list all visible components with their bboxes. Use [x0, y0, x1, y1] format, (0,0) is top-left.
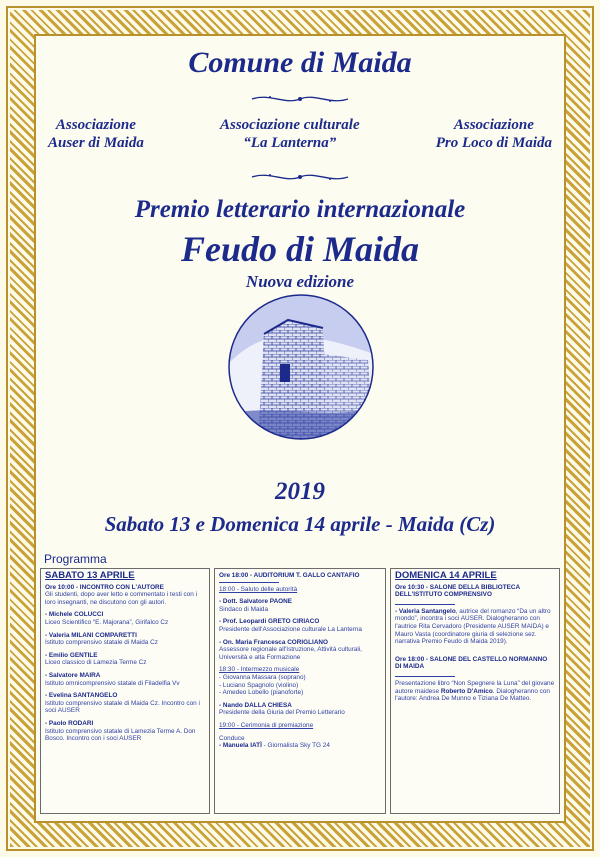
musician-item: - Amedeo Lobello (pianoforte)	[219, 689, 304, 697]
program-label: Programma	[44, 552, 107, 566]
author-item: - Evelina SANTANGELO Istituto comprensivo statale di Maida Cz. Incontro con i soci AUSER	[45, 692, 200, 715]
castle-medallion-icon	[228, 294, 374, 440]
program-column-auditorium	[214, 568, 386, 814]
author-item: - Michele COLUCCI Liceo Scientifico “E. Majorana”, Girifalco Cz	[45, 611, 169, 626]
intermezzo-line: 18:30 - Intermezzo musicale	[219, 666, 300, 674]
conduce-label: Conduce	[219, 734, 245, 742]
saluto-line: 18:00 - Saluto delle autorità	[219, 585, 298, 593]
year: 2019	[275, 478, 325, 505]
saturday-event-title: Ore 10:00 - INCONTRO CON L'AUTORE	[45, 583, 164, 591]
saturday-event-text: Gli studenti, dopo aver letto e commentato i testi con i loro insegnanti, ne discutono con gli autori.	[45, 591, 198, 606]
divider	[219, 582, 279, 583]
speaker-item: - Dott. Salvatore PAONE Sindaco di Maida	[219, 598, 293, 613]
program-column-saturday	[40, 568, 210, 814]
speaker-item: - Nando DALLA CHIESA Presidente della Giuria del Premio Letterario	[219, 701, 345, 717]
flourish-ornament-icon	[250, 170, 350, 184]
sunday-event2-title: Ore 18:00 - SALONE DEL CASTELLO NORMANNO DI MAIDA	[395, 655, 548, 671]
premio-title: Premio letterario internazionale	[134, 196, 466, 223]
saturday-heading: SABATO 13 APRILE	[45, 570, 135, 581]
author-item: - Salvatore MAIRA Istituto omnicomprensivo statale di Filadelfia Vv	[45, 671, 180, 687]
author-item: - Emilio GENTILE Liceo classico di Lamezia Terme Cz	[45, 651, 147, 667]
associations-row	[48, 116, 552, 152]
author-item: - Paolo RODARI Istituto comprensivo statale di Lamezia Terme A. Don Bosco. Incontro con i soci AUSER	[45, 719, 196, 743]
program-column-sunday	[390, 568, 560, 814]
host-item: - Manuela IATÌ - Giornalista Sky TG 24	[219, 742, 330, 750]
speaker-item: - Prof. Leopardi GRETO CIRIACO Presidente dell'Associazione culturale La Lanterna	[219, 618, 362, 633]
divider	[395, 604, 455, 605]
flourish-ornament-icon	[250, 92, 350, 106]
comune-title: Comune di Maida	[188, 46, 412, 79]
auditorium-title: Ore 18:00 - AUDITORIUM T. GALLO CANTAFIO	[219, 572, 360, 579]
edition-subtitle: Nuova edizione	[245, 272, 355, 291]
divider	[395, 676, 455, 677]
musician-item: - Giovanna Massara (soprano)	[219, 673, 306, 681]
musician-item: - Luciano Spagnolo (violino)	[219, 681, 299, 689]
association-proloco: Associazione Pro Loco di Maida	[435, 117, 552, 151]
association-lanterna: Associazione culturale “La Lanterna”	[220, 117, 360, 151]
sunday-event1-text: - Valeria Santangelo, autrice del romanzo “Da un altro mondo”, incontra i soci AUSER. Dialogheranno con l'autrice Rita Cervadoro (Presidente AUSER MAIDA) e Mauro Vasta (coordinatore giuria di selezione sez. narrativa Premio Feudo di Maida 2019).	[395, 607, 551, 646]
author-item: - Valeria MILANI COMPARETTI Istituto comprensivo statale di Maida Cz	[45, 631, 158, 647]
event-dates: Sabato 13 e Domenica 14 aprile - Maida (Cz)	[104, 512, 496, 536]
cerimonia-line: 19:00 - Cerimonia di premiazione	[219, 721, 314, 729]
speaker-item: - On. Maria Francesca CORIGLIANO Assessore regionale all'Istruzione, Attività culturali, Università e alta Formazione	[219, 638, 362, 661]
feudo-title: Feudo di Maida	[180, 229, 420, 269]
sunday-event1-title: Ore 10:30 - SALONE DELLA BIBLIOTECA DELL'ISTITUTO COMPRENSIVO	[395, 583, 520, 599]
sunday-heading: DOMENICA 14 APRILE	[395, 570, 497, 581]
sunday-event2-text: Presentazione libro “Non Spegnere la Luna” del giovane autore maidese Roberto D'Amico. Dialogheranno con l'autore: Andrea De Munno e Tiziana De Matteo.	[395, 679, 555, 703]
association-auser: Associazione Auser di Maida	[48, 117, 144, 151]
